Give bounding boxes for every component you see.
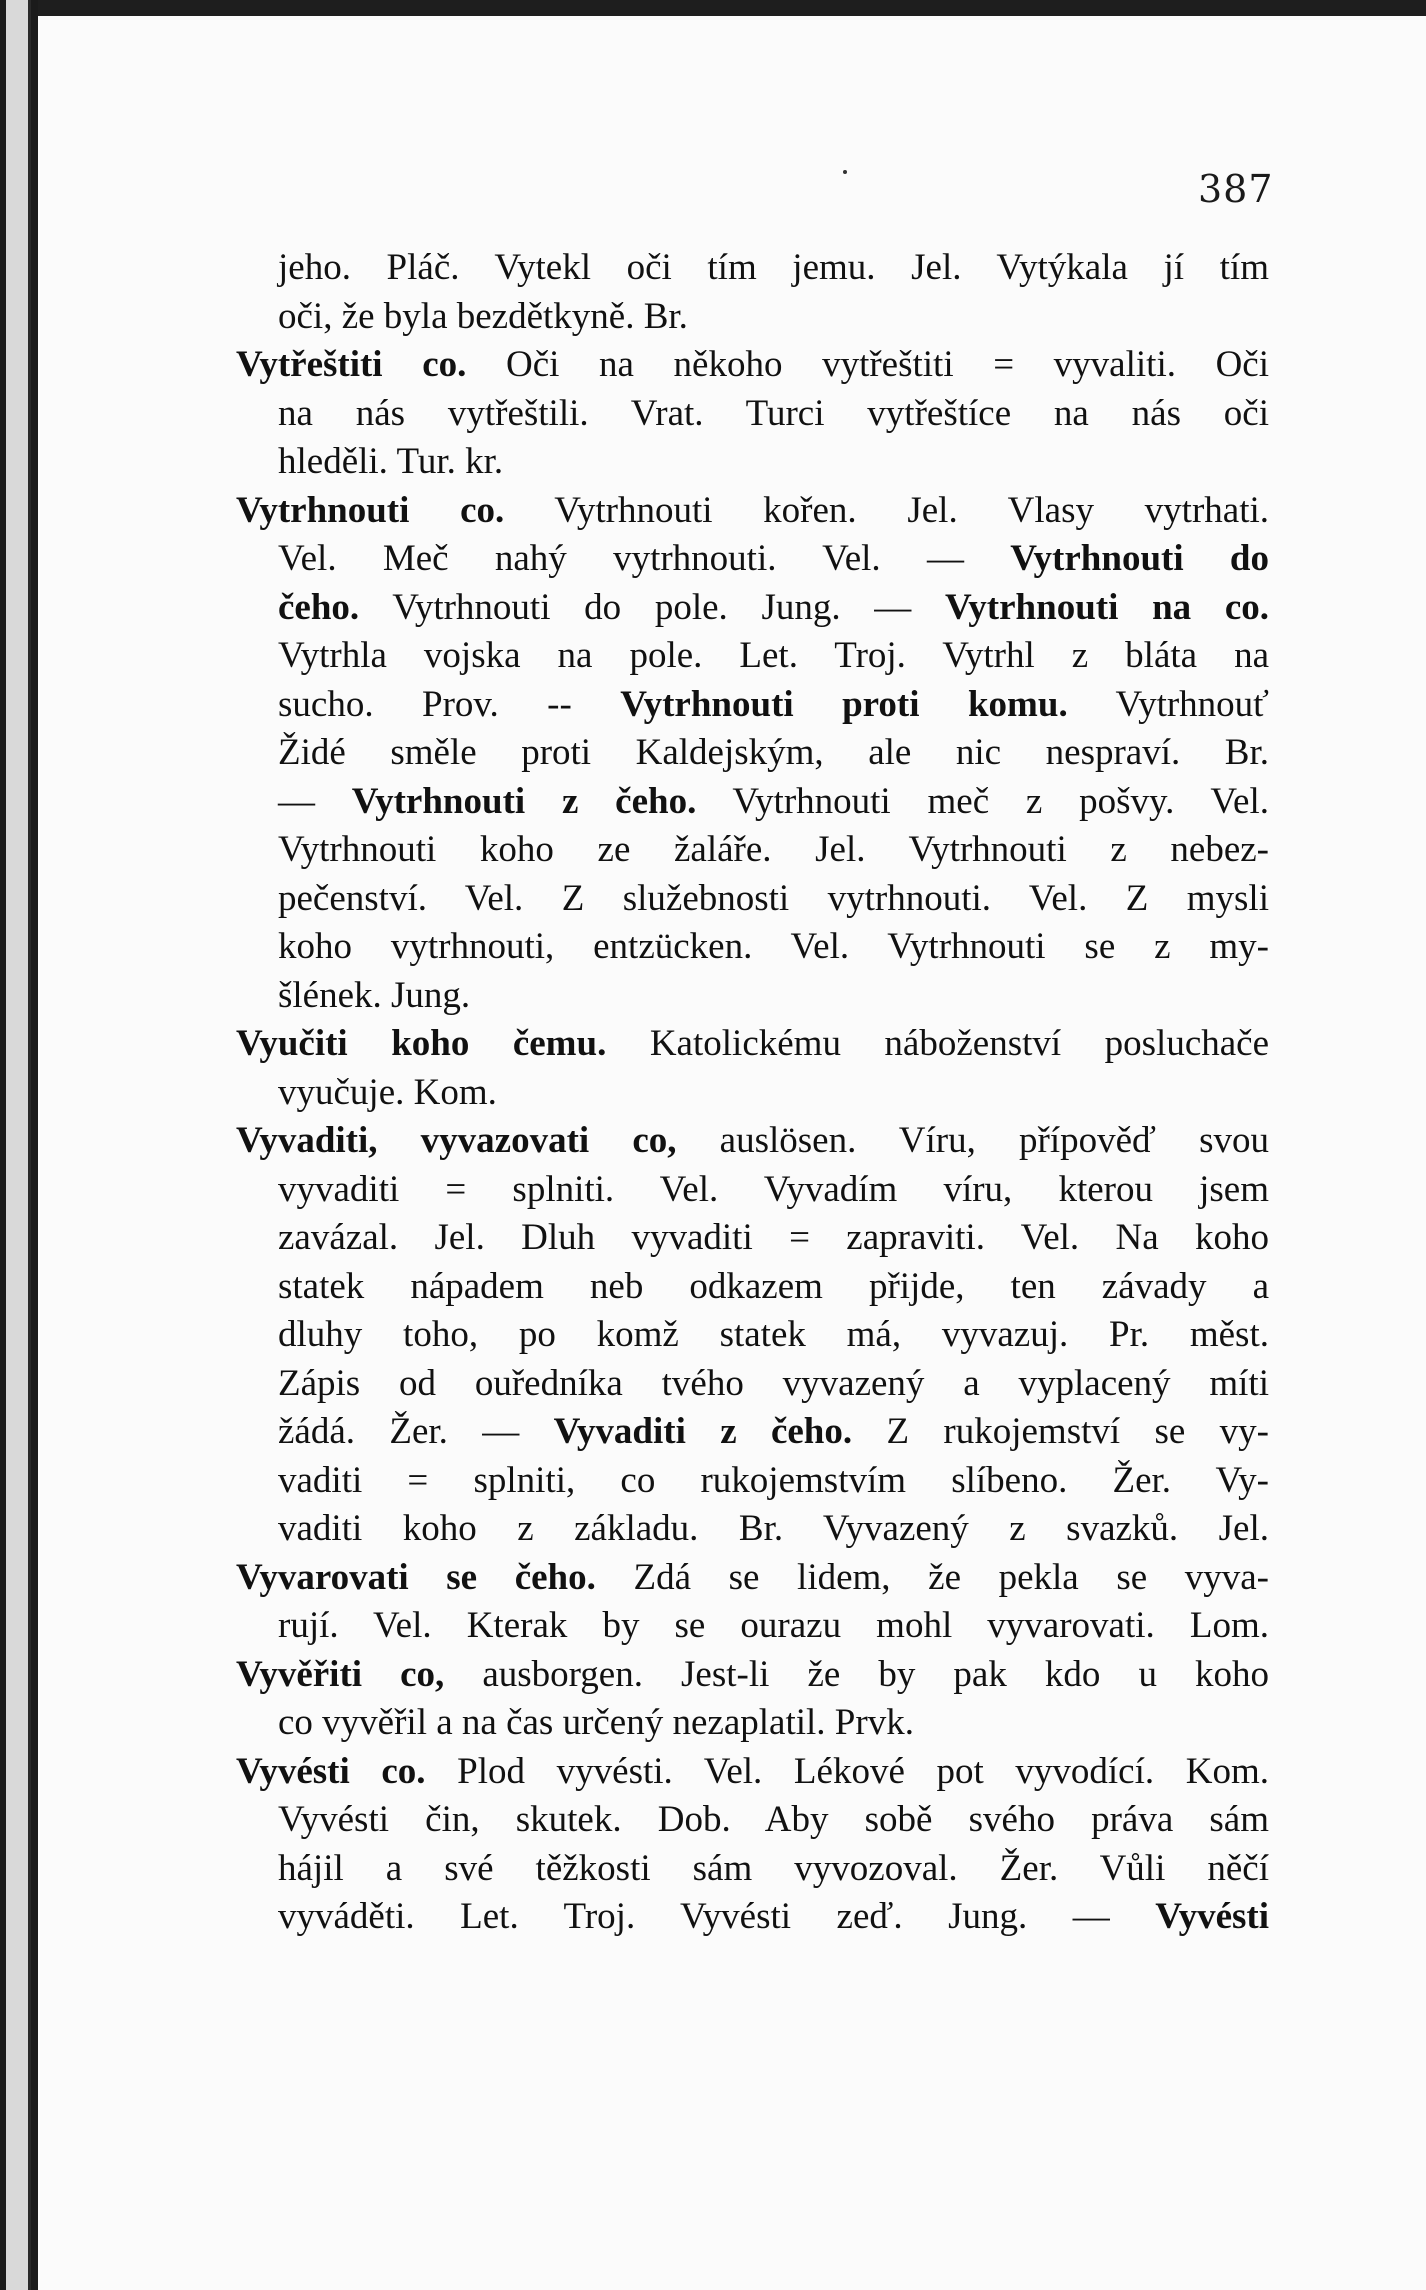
headword: Vyučiti koho čemu.: [236, 1023, 607, 1064]
text-segment: pečenství. Vel. Z služebnosti vytrhnouti. Vel. Z mysli: [278, 877, 1269, 919]
text-line: [236, 1069, 1269, 1118]
text-line: [236, 293, 1269, 342]
text-line: [236, 1893, 1269, 1942]
text-line: [236, 826, 1269, 875]
text-segment: Židé směle proti Kaldejským, ale nic nespraví. Br.: [278, 732, 1269, 773]
headword: Vytrhnouti co.: [236, 489, 505, 531]
text-segment: Oči na někoho vytřeštiti = vyvaliti. Oči: [466, 344, 1270, 385]
scan-left-edge: [0, 0, 38, 2290]
text-line: [236, 875, 1269, 924]
text-line: [236, 972, 1269, 1021]
text-line: [236, 632, 1269, 681]
text-line: [236, 1408, 1269, 1457]
text-line: [236, 1457, 1269, 1506]
text-segment: ausborgen. Jest-li že by pak kdo u koho: [444, 1653, 1269, 1695]
text-line: [236, 1214, 1269, 1263]
text-segment: zavázal. Jel. Dluh vyvaditi = zapraviti. Vel. Na koho: [278, 1217, 1269, 1258]
text-line: [236, 923, 1269, 972]
text-line: [236, 244, 1269, 293]
print-speck: [843, 170, 847, 174]
text-segment: oči, že byla bezdětkyně. Br.: [278, 295, 688, 337]
text-segment: Zdá se lidem, že pekla se vyva-: [595, 1556, 1269, 1598]
headword: Vyvaditi z čeho.: [553, 1411, 853, 1452]
page-number: 387: [1198, 167, 1274, 211]
text-segment: hájil a své těžkosti sám vyvozoval. Žer. Vůli něčí: [278, 1847, 1269, 1889]
text-segment: Vytrhnouti kořen. Jel. Vlasy vytrhati.: [504, 489, 1269, 531]
text-line: [236, 390, 1269, 439]
text-segment: hleděli. Tur. kr.: [278, 441, 504, 482]
text-line: [236, 729, 1269, 778]
text-segment: co vyvěřil a na čas určený nezaplatil. Prvk.: [278, 1702, 914, 1743]
headword: Vytrhnouti proti komu.: [620, 683, 1068, 725]
text-segment: Vytrhnouť: [1067, 683, 1269, 725]
text-segment: žádá. Žer. —: [278, 1411, 554, 1452]
text-segment: Zápis od ouředníka tvého vyvazený a vyplacený míti: [278, 1362, 1269, 1404]
text-line: [236, 487, 1269, 536]
text-segment: Vytrhnouti koho ze žaláře. Jel. Vytrhnouti z nebez-: [278, 829, 1269, 870]
text-segment: rují. Vel. Kterak by se ourazu mohl vyvarovati. Lom.: [278, 1605, 1269, 1646]
headword: Vyvésti: [1155, 1896, 1269, 1937]
page-gutter: [6, 0, 31, 2290]
text-segment: auslösen. Víru, přípověď svou: [676, 1120, 1269, 1161]
text-segment: vyváděti. Let. Troj. Vyvésti zeď. Jung. —: [278, 1896, 1156, 1937]
text-segment: koho vytrhnouti, entzücken. Vel. Vytrhnouti se z my-: [278, 926, 1269, 967]
headword: Vytřeštiti co.: [236, 344, 467, 385]
text-segment: Vyvésti čin, skutek. Dob. Aby sobě svého práva sám: [278, 1799, 1269, 1840]
text-line: [236, 1166, 1269, 1215]
text-segment: jeho. Pláč. Vytekl oči tím jemu. Jel. Vytýkala jí tím: [278, 247, 1269, 288]
text-line: [236, 438, 1269, 487]
scan-top-edge: [0, 0, 1426, 16]
text-segment: vaditi = splniti, co rukojemstvím slíbeno. Žer. Vy-: [278, 1459, 1269, 1501]
text-segment: šlének. Jung.: [278, 974, 471, 1016]
text-line: [236, 584, 1269, 633]
text-line: [236, 535, 1269, 584]
headword: Vytrhnouti do: [1010, 538, 1269, 579]
text-line: [236, 1602, 1269, 1651]
headword: Vyvaditi, vyvazovati co,: [236, 1120, 677, 1161]
text-line: [236, 778, 1269, 827]
text-line: [236, 1505, 1269, 1554]
text-segment: Vytrhla vojska na pole. Let. Troj. Vytrhl z bláta na: [278, 635, 1269, 676]
text-line: [236, 341, 1269, 390]
headword: Vytrhnouti na co.: [944, 586, 1269, 628]
text-line: [236, 1263, 1269, 1312]
text-segment: Z rukojemství se vy-: [852, 1411, 1269, 1452]
headword: Vyvarovati se čeho.: [236, 1556, 596, 1598]
text-segment: Vytrhnouti do pole. Jung. —: [359, 586, 945, 628]
text-segment: dluhy toho, po komž statek má, vyvazuj. Pr. měst.: [278, 1314, 1269, 1355]
text-line: [236, 1796, 1269, 1845]
text-segment: Vel. Meč nahý vytrhnouti. Vel. —: [278, 538, 1011, 579]
text-line: [236, 1360, 1269, 1409]
text-line: [236, 1651, 1269, 1700]
text-segment: Plod vyvésti. Vel. Lékové pot vyvodící. Kom.: [425, 1750, 1269, 1792]
headword: Vyvěřiti co,: [236, 1653, 445, 1695]
text-segment: —: [278, 780, 352, 822]
text-segment: sucho. Prov. --: [278, 683, 621, 725]
text-line: [236, 1845, 1269, 1894]
text-segment: vyučuje. Kom.: [278, 1071, 497, 1113]
text-line: [236, 1748, 1269, 1797]
text-line: [236, 681, 1269, 730]
text-line: [236, 1699, 1269, 1748]
text-segment: vaditi koho z základu. Br. Vyvazený z svazků. Jel.: [278, 1508, 1269, 1549]
text-segment: Katolickému náboženství posluchače: [606, 1023, 1270, 1064]
text-segment: vyvaditi = splniti. Vel. Vyvadím víru, kterou jsem: [278, 1168, 1269, 1210]
text-segment: Vytrhnouti meč z pošvy. Vel.: [696, 780, 1270, 822]
text-line: [236, 1554, 1269, 1603]
headword: Vytrhnouti z čeho.: [351, 780, 697, 822]
text-line: [236, 1117, 1269, 1166]
headword: čeho.: [278, 586, 360, 628]
page-body-text: [236, 244, 1269, 1942]
text-segment: statek nápadem neb odkazem přijde, ten závady a: [278, 1265, 1269, 1307]
text-segment: na nás vytřeštili. Vrat. Turci vytřeštíce na nás oči: [278, 392, 1269, 434]
headword: Vyvésti co.: [236, 1750, 426, 1792]
text-line: [236, 1020, 1269, 1069]
book-page: [38, 16, 1426, 2290]
text-line: [236, 1311, 1269, 1360]
